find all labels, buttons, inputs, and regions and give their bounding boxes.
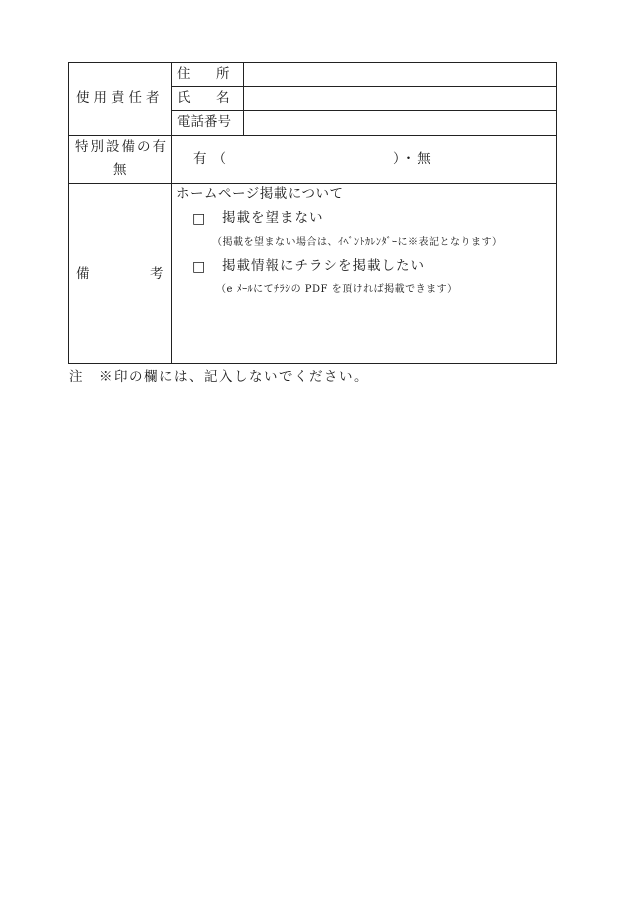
equipment-option-yes[interactable]: 有（ (193, 151, 232, 167)
phone-field[interactable] (244, 111, 556, 135)
section-divider-user (68, 135, 557, 136)
user-responsible-label: 使用責任者 (76, 90, 164, 106)
remarks-label-right: 考 (150, 266, 164, 282)
post-flyer-option: 掲載情報にチラシを掲載したい (222, 258, 425, 274)
footnote-marker: 注 (69, 369, 83, 385)
name-field[interactable] (244, 87, 556, 110)
address-label: 住 所 (177, 66, 236, 82)
no-posting-checkbox[interactable]: □ (192, 211, 206, 227)
section-divider-equipment (68, 183, 557, 184)
special-equipment-label-continued: 無 (113, 162, 127, 178)
footnote-text: ※印の欄には、記入しないでください。 (99, 369, 369, 385)
post-flyer-checkbox[interactable]: □ (192, 259, 206, 275)
remarks-label-left: 備 (76, 266, 90, 282)
table-divider-vertical (171, 62, 172, 364)
special-equipment-label: 特別設備の有 (75, 139, 168, 155)
equipment-option-no[interactable]: ）・無 (393, 151, 433, 167)
no-posting-note: （掲載を望まない場合は、ｲﾍﾞﾝﾄｶﾚﾝﾀﾞｰに※表記となります） (212, 237, 503, 248)
no-posting-option: 掲載を望まない (222, 210, 324, 226)
post-flyer-note: （e ﾒｰﾙにてﾁﾗｼの PDF を頂ければ掲載できます） (216, 284, 458, 295)
website-posting-heading: ホームページ掲載について (176, 186, 344, 202)
address-field[interactable] (244, 63, 556, 86)
name-label: 氏 名 (177, 90, 236, 106)
phone-label: 電話番号 (177, 114, 231, 130)
